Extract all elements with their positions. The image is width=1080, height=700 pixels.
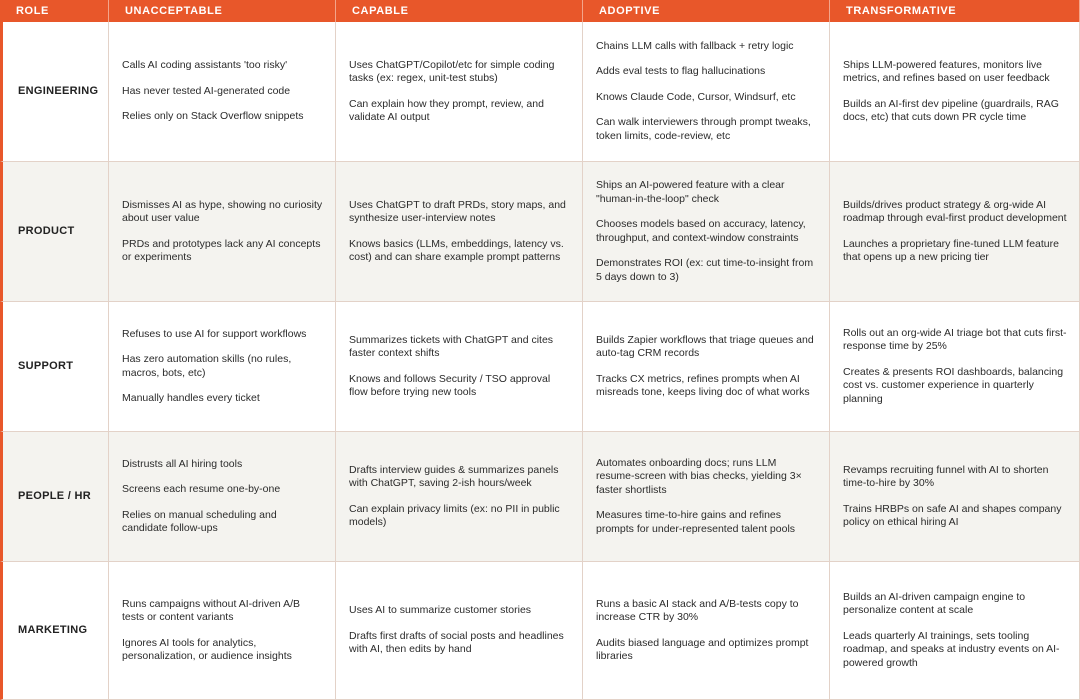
cell-unacceptable xyxy=(109,562,336,700)
list-item: Measures time-to-hire gains and refines prompts for under-represented talent pools xyxy=(596,509,796,535)
cell-transformative xyxy=(830,302,1080,432)
list-item: Can explain how they prompt, review, and validate AI output xyxy=(349,97,544,123)
list-item: Uses ChatGPT to draft PRDs, story maps, and synthesize user-interview notes xyxy=(349,198,566,224)
list-item: Runs a basic AI stack and A/B-tests copy to increase CTR by 30% xyxy=(596,597,799,623)
cell-adoptive xyxy=(583,22,830,162)
role-cell: PEOPLE / HR xyxy=(0,432,109,562)
list-item: Can explain privacy limits (ex: no PII in public models) xyxy=(349,502,560,528)
header-adoptive xyxy=(583,0,830,22)
header-unacceptable xyxy=(109,0,336,22)
cell-capable xyxy=(336,22,583,162)
list-item: Dismisses AI as hype, showing no curiosity about user value xyxy=(122,198,323,224)
list-item: Ignores AI tools for analytics, personalization, or audience insights xyxy=(122,636,292,662)
list-item: Builds an AI-first dev pipeline (guardrails, RAG docs, etc) that cuts down PR cycle time xyxy=(843,97,1059,123)
list-item: Has zero automation skills (no rules, macros, bots, etc) xyxy=(122,353,292,379)
list-item: Summarizes tickets with ChatGPT and cites faster context shifts xyxy=(349,333,554,359)
role-cell: SUPPORT xyxy=(0,302,109,432)
list-item: Knows Claude Code, Cursor, Windsurf, etc xyxy=(596,90,796,103)
cell-adoptive xyxy=(583,432,830,562)
cell-unacceptable xyxy=(109,432,336,562)
cell-capable xyxy=(336,562,583,700)
cell-transformative xyxy=(830,432,1080,562)
list-item: Uses ChatGPT/Copilot/etc for simple coding tasks (ex: regex, unit-test stubs) xyxy=(349,58,555,84)
list-item: Refuses to use AI for support workflows xyxy=(122,327,307,340)
header-unacceptable-label: UNACCEPTABLE xyxy=(125,5,223,17)
cell-unacceptable xyxy=(109,302,336,432)
cell-capable xyxy=(336,432,583,562)
cell-adoptive xyxy=(583,302,830,432)
header-capable-label: CAPABLE xyxy=(352,5,409,17)
list-item: Chooses models based on accuracy, latency, throughput, and context-window constraints xyxy=(596,218,806,244)
cell-unacceptable xyxy=(109,162,336,302)
cell-adoptive xyxy=(583,162,830,302)
header-transformative xyxy=(830,0,1080,22)
list-item: Launches a proprietary fine-tuned LLM feature that opens up a new pricing tier xyxy=(843,237,1059,263)
cell-capable xyxy=(336,302,583,432)
list-item: Revamps recruiting funnel with AI to shorten time-to-hire by 30% xyxy=(843,463,1049,489)
list-item: Has never tested AI-generated code xyxy=(122,84,291,97)
cell-transformative xyxy=(830,22,1080,162)
list-item: Manually handles every ticket xyxy=(122,392,260,404)
list-item: Uses AI to summarize customer stories xyxy=(349,604,532,617)
list-item: Chains LLM calls with fallback + retry logic xyxy=(596,39,794,52)
list-item: Audits biased language and optimizes prompt libraries xyxy=(596,636,809,662)
role-cell: PRODUCT xyxy=(0,162,109,302)
cell-adoptive xyxy=(583,562,830,700)
cell-transformative xyxy=(830,162,1080,302)
cell-unacceptable xyxy=(109,22,336,162)
list-item: Ships an AI-powered feature with a clear "human-in-the-loop" check xyxy=(596,179,785,205)
list-item: Ships LLM-powered features, monitors live metrics, and refines based on user feedback xyxy=(843,58,1050,84)
list-item: Automates onboarding docs; runs LLM resume-screen with bias checks, yielding 3× faster shortlists xyxy=(596,456,802,496)
list-item: Relies on manual scheduling and candidate follow-ups xyxy=(122,508,277,534)
header-transformative-label: TRANSFORMATIVE xyxy=(846,5,957,17)
list-item: Leads quarterly AI trainings, sets tooling roadmap, and speaks at industry events on AI-powered growth xyxy=(843,629,1060,669)
list-item: Knows and follows Security / TSO approval flow before trying new tools xyxy=(349,372,551,398)
list-item: Builds/drives product strategy & org-wide AI roadmap through eval-first product development xyxy=(843,198,1067,224)
list-item: Relies only on Stack Overflow snippets xyxy=(122,110,304,123)
list-item: Knows basics (LLMs, embeddings, latency vs. cost) and can share example prompt patterns xyxy=(349,237,564,263)
list-item: Builds Zapier workflows that triage queues and auto-tag CRM records xyxy=(596,333,814,359)
list-item: Builds an AI-driven campaign engine to personalize content at scale xyxy=(843,590,1026,617)
list-item: Runs campaigns without AI-driven A/B tests or content variants xyxy=(122,597,301,623)
role-cell: ENGINEERING xyxy=(0,22,109,162)
list-item: Rolls out an org-wide AI triage bot that cuts first-response time by 25% xyxy=(843,326,1067,353)
list-item: Adds eval tests to flag hallucinations xyxy=(596,65,766,78)
list-item: Demonstrates ROI (ex: cut time-to-insight from 5 days down to 3) xyxy=(596,257,814,283)
list-item: Drafts interview guides & summarizes panels with ChatGPT, saving 2-ish hours/week xyxy=(349,463,559,489)
header-capable xyxy=(336,0,583,22)
header-role xyxy=(0,0,109,22)
cell-transformative xyxy=(830,562,1080,700)
list-item: Can walk interviewers through prompt tweaks, token limits, code-review, etc xyxy=(596,116,811,142)
list-item: Tracks CX metrics, refines prompts when AI misreads tone, keeps living doc of what works xyxy=(596,372,810,398)
list-item: Drafts first drafts of social posts and headlines with AI, then edits by hand xyxy=(349,629,564,656)
cell-capable xyxy=(336,162,583,302)
role-cell: MARKETING xyxy=(0,562,109,700)
list-item: Calls AI coding assistants 'too risky' xyxy=(122,59,288,72)
header-adoptive-label: ADOPTIVE xyxy=(599,5,661,17)
list-item: Distrusts all AI hiring tools xyxy=(122,457,243,470)
list-item: PRDs and prototypes lack any AI concepts or experiments xyxy=(122,237,321,263)
list-item: Screens each resume one-by-one xyxy=(122,483,281,495)
list-item: Creates & presents ROI dashboards, balancing cost vs. customer experience in quarterly planning xyxy=(843,365,1064,405)
list-item: Trains HRBPs on safe AI and shapes company policy on ethical hiring AI xyxy=(843,502,1062,528)
header-role-label: ROLE xyxy=(16,5,49,17)
